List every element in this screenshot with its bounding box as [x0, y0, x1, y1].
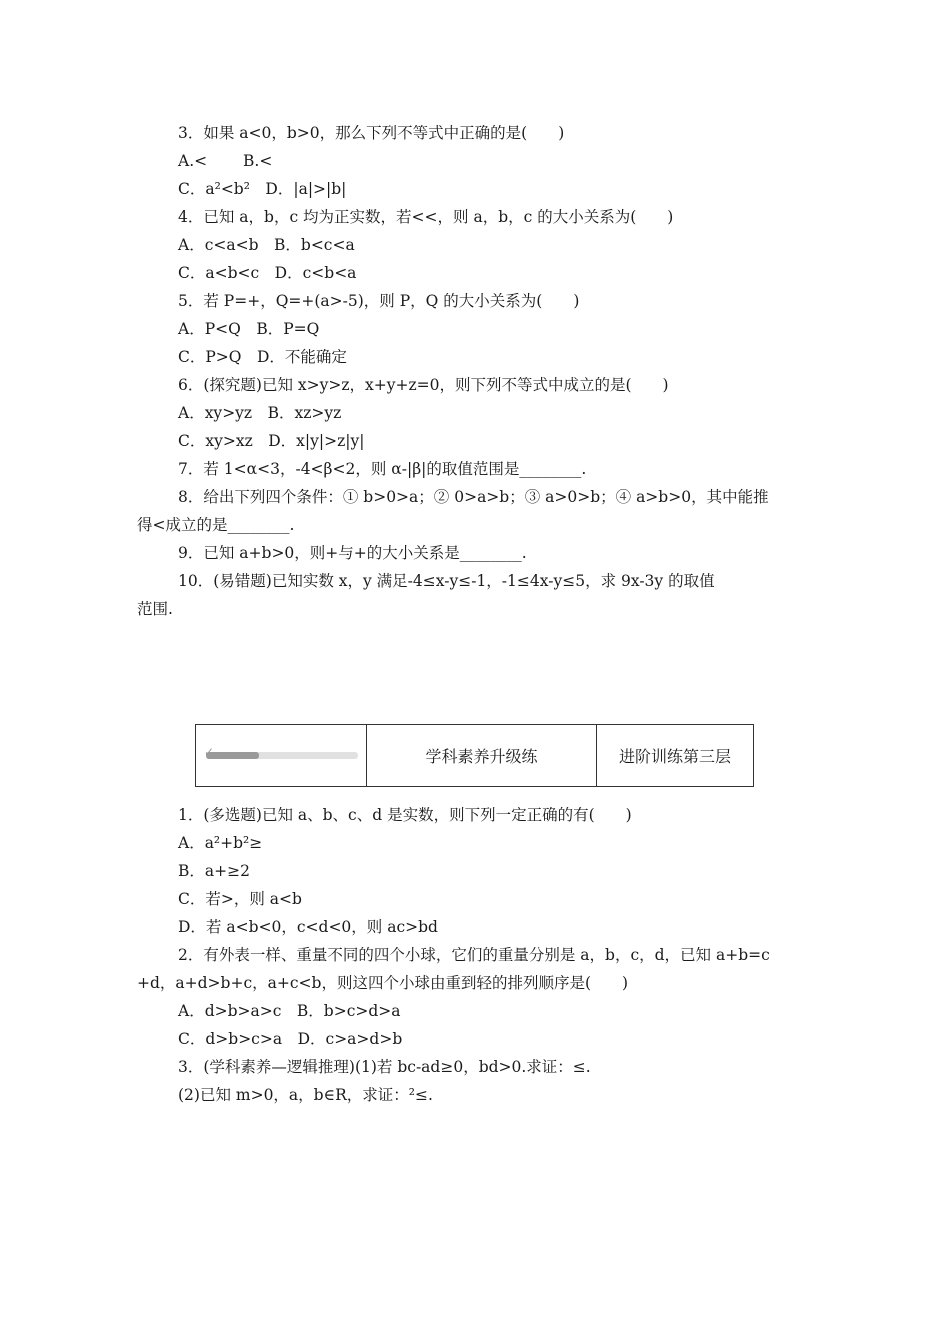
upgrade-question-1-option-b: B．a+≥2: [178, 862, 250, 880]
banner-title: 学科素养升级练: [367, 725, 597, 786]
question-6-stem: 6．(探究题)已知 x>y>z，x+y+z=0，则下列不等式中成立的是( ): [178, 376, 669, 394]
question-5-options-cd: C．P>Q D．不能确定: [178, 348, 347, 366]
check-icon: ✓: [204, 745, 215, 759]
question-3-stem: 3．如果 a<0，b>0，那么下列不等式中正确的是( ): [178, 124, 565, 142]
question-3-options-ab: A.< B.<: [178, 152, 273, 170]
upgrade-question-1-option-a: A．a²+b²≥: [178, 834, 263, 852]
question-6-options-ab: A．xy>yz B．xz>yz: [178, 404, 342, 422]
banner-progress-cell: [196, 725, 367, 786]
progress-bar: [204, 745, 358, 759]
question-9: 9．已知 a+b>0，则+与+的大小关系是________.: [178, 544, 527, 562]
question-3-options-cd: C．a²<b² D．|a|>|b|: [178, 180, 347, 198]
question-4-options-cd: C．a<b<c D．c<b<a: [178, 264, 357, 282]
question-5-stem: 5．若 P=+，Q=+(a>-5)，则 P，Q 的大小关系为( ): [178, 292, 580, 310]
question-4-options-ab: A．c<a<b B．b<c<a: [178, 236, 355, 254]
question-6-options-cd: C．xy>xz D．x|y|>z|y|: [178, 432, 365, 450]
question-5-options-ab: A．P<Q B．P=Q: [178, 320, 320, 338]
question-4-stem: 4．已知 a，b，c 均为正实数，若<<，则 a，b，c 的大小关系为( ): [178, 208, 674, 226]
banner-level: 进阶训练第三层: [618, 747, 731, 766]
question-10-line-1: 10．(易错题)已知实数 x，y 满足-4≤x-y≤-1，-1≤4x-y≤5，求 9x-3y 的取值: [178, 572, 715, 590]
upgrade-question-2-line-2: +d，a+d>b+c，a+c<b，则这四个小球由重到轻的排列顺序是( ): [137, 974, 629, 992]
upgrade-question-2-options-ab: A．d>b>a>c B．b>c>d>a: [178, 1002, 401, 1020]
section-banner: [195, 724, 754, 787]
upgrade-question-3-part-2: (2)已知 m>0，a，b∈R，求证：²≤.: [178, 1086, 433, 1104]
upgrade-question-2-line-1: 2．有外表一样、重量不同的四个小球，它们的重量分别是 a，b，c，d，已知 a+b=c: [178, 946, 770, 964]
upgrade-question-1-stem: 1．(多选题)已知 a、b、c、d 是实数，则下列一定正确的有( ): [178, 806, 632, 824]
upgrade-question-1-option-c: C．若>，则 a<b: [178, 890, 302, 908]
upgrade-question-2-options-cd: C．d>b>c>a D．c>a>d>b: [178, 1030, 403, 1048]
question-10-line-2: 范围.: [137, 600, 173, 618]
question-8-line-2: 得<成立的是________.: [137, 516, 295, 534]
upgrade-question-3-part-1: 3．(学科素养—逻辑推理)(1)若 bc-ad≥0，bd>0.求证：≤.: [178, 1058, 591, 1076]
question-7: 7．若 1<α<3，-4<β<2，则 α-|β|的取值范围是________.: [178, 460, 587, 478]
upgrade-question-1-option-d: D．若 a<b<0，c<d<0，则 ac>bd: [178, 918, 438, 936]
question-8-line-1: 8．给出下列四个条件：① b>0>a；② 0>a>b；③ a>0>b；④ a>b>0，其中能推: [178, 488, 769, 506]
